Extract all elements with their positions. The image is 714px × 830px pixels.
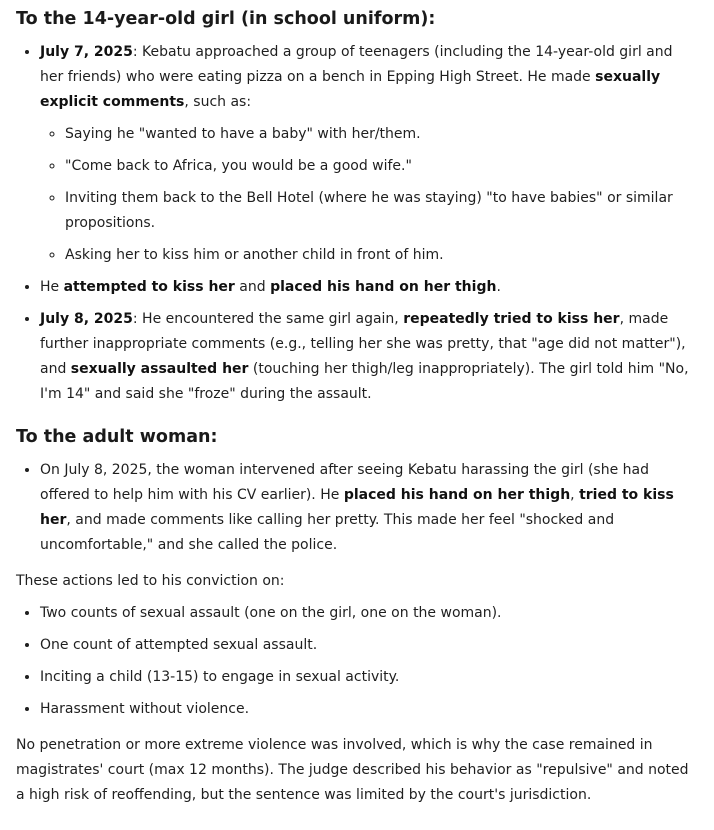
date-july-7: July 7, 2025 (40, 44, 133, 60)
section-heading-girl: To the 14-year-old girl (in school uniform): (16, 9, 436, 29)
response-content (16, 0, 700, 808)
list-item-july-7: • July 7, 2025: Kebatu approached a group of teenagers (including the 14-year-old girl and her friends) who were eating pizza on a bench in Epping High Street. He made sexually explicit comments, such as: ◦ Saying he "wanted to have a baby" with her/them. ◦ "Come back to Africa, you would be a good wife." ◦ Inviting them back to the Bell Hotel (where he was staying) "to have babies" or similar propositions. ◦ Asking her to kiss him or another child in front of him. (40, 40, 700, 268)
list-item-july-8: • July 8, 2025: He encountered the same girl again, repeatedly tried to kiss her, made further inappropriate comments (e.g., telling her she was pretty, that "age did not matter"), and sexually assaulted her (touching her thigh/leg inappropriately). The girl told him "No, I'm 14" and said she "froze" during the assault. (40, 307, 700, 407)
list-item-kiss-attempt: • He attempted to kiss her and placed his hand on her thigh. (40, 275, 700, 300)
section-heading-woman: To the adult woman: (16, 427, 218, 447)
list-item: • One count of attempted sexual assault. (40, 633, 700, 658)
comment-examples-list (40, 122, 700, 268)
list-item: ◦ Inviting them back to the Bell Hotel (where he was staying) "to have babies" or similar propositions. (65, 186, 700, 236)
list-item: • Inciting a child (13-15) to engage in sexual activity. (40, 665, 700, 690)
woman-incident-list (16, 458, 700, 558)
conviction-counts-list (16, 601, 700, 722)
list-item-woman: • On July 8, 2025, the woman intervened after seeing Kebatu harassing the girl (she had offered to help him with his CV earlier). He placed his hand on her thigh, tried to kiss her, and made comments like calling her pretty. This made her feel "shocked and uncomfortable," and she called the police. (40, 458, 700, 558)
closing-paragraph: No penetration or more extreme violence was involved, which is why the case remained in magistrates' court (max 12 months). The judge described his behavior as "repulsive" and noted a high risk of reoffending, but the sentence was limited by the court's jurisdiction. (16, 737, 689, 803)
girl-incident-list (16, 40, 700, 407)
list-item: • Two counts of sexual assault (one on the girl, one on the woman). (40, 601, 700, 626)
date-july-8: July 8, 2025 (40, 311, 133, 327)
list-item: • Harassment without violence. (40, 697, 700, 722)
conviction-intro: These actions led to his conviction on: (16, 573, 285, 589)
list-item: ◦ Saying he "wanted to have a baby" with her/them. (65, 122, 700, 147)
list-item: ◦ Asking her to kiss him or another child in front of him. (65, 243, 700, 268)
list-item: ◦ "Come back to Africa, you would be a good wife." (65, 154, 700, 179)
